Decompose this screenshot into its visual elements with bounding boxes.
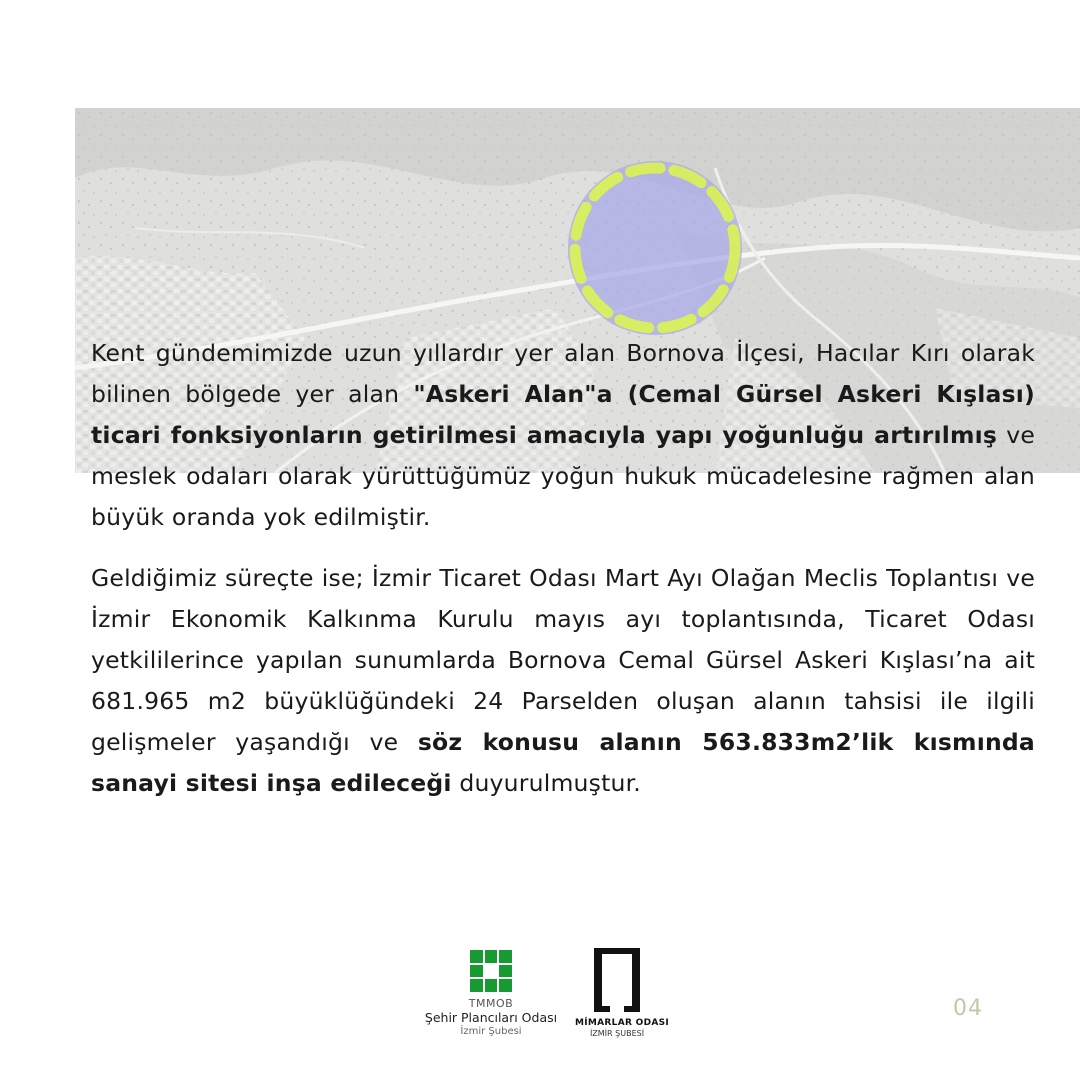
footer xyxy=(0,940,1080,1080)
paragraph-2: Geldiğimiz süreçte ise; İzmir Ticaret Odası Mart Ayı Olağan Meclis Toplantısı ve İzmir Ekonomik Kalkınma Kurulu mayıs ayı toplantısında, Ticaret Odası yetkililerince yapılan sunumlarda Bornova Cemal Gürsel Askeri Kışlası’na ait 681.965 m2 büyüklüğündeki 24 Parselden oluşan alanın tahsisi ile ilgili gelişmeler yaşandığı ve söz konusu alanın 563.833m2’lik kısmında sanayi sitesi inşa edileceği duyurulmuştur. xyxy=(91,564,1035,797)
highlight-circle-icon xyxy=(568,161,742,335)
sehir-plancilari-logo: TMMOB Şehir Plancıları Odası İzmir Şubesi xyxy=(418,950,564,1038)
paragraph-1-emphasis: "Askeri Alan"a (Cemal Gürsel Askeri Kışlası) ticari fonksiyonların getirilmesi amacıyla yapı yoğunluğu artırılmış xyxy=(91,380,1035,449)
page-number: 04 xyxy=(953,996,983,1021)
mimarlar-odasi-logo: MİMARLAR ODASI İZMİR ŞUBESİ xyxy=(575,948,659,1039)
spo-logo-icon xyxy=(470,950,512,992)
mimarlar-logo-icon xyxy=(584,948,650,1012)
body-text xyxy=(91,333,1035,804)
paragraph-2-emphasis: söz konusu alanın 563.833m2’lik kısmında sanayi sitesi inşa edileceği xyxy=(91,728,1035,797)
paragraph-1: Kent gündemimizde uzun yıllardır yer alan Bornova İlçesi, Hacılar Kırı olarak bilinen bölgede yer alan "Askeri Alan"a (Cemal Gürsel Askeri Kışlası) ticari fonksiyonların getirilmesi amacıyla yapı yoğunluğu artırılmış ve meslek odaları olarak yürüttüğümüz yoğun hukuk mücadelesine rağmen alan büyük oranda yok edilmiştir. xyxy=(91,339,1035,531)
